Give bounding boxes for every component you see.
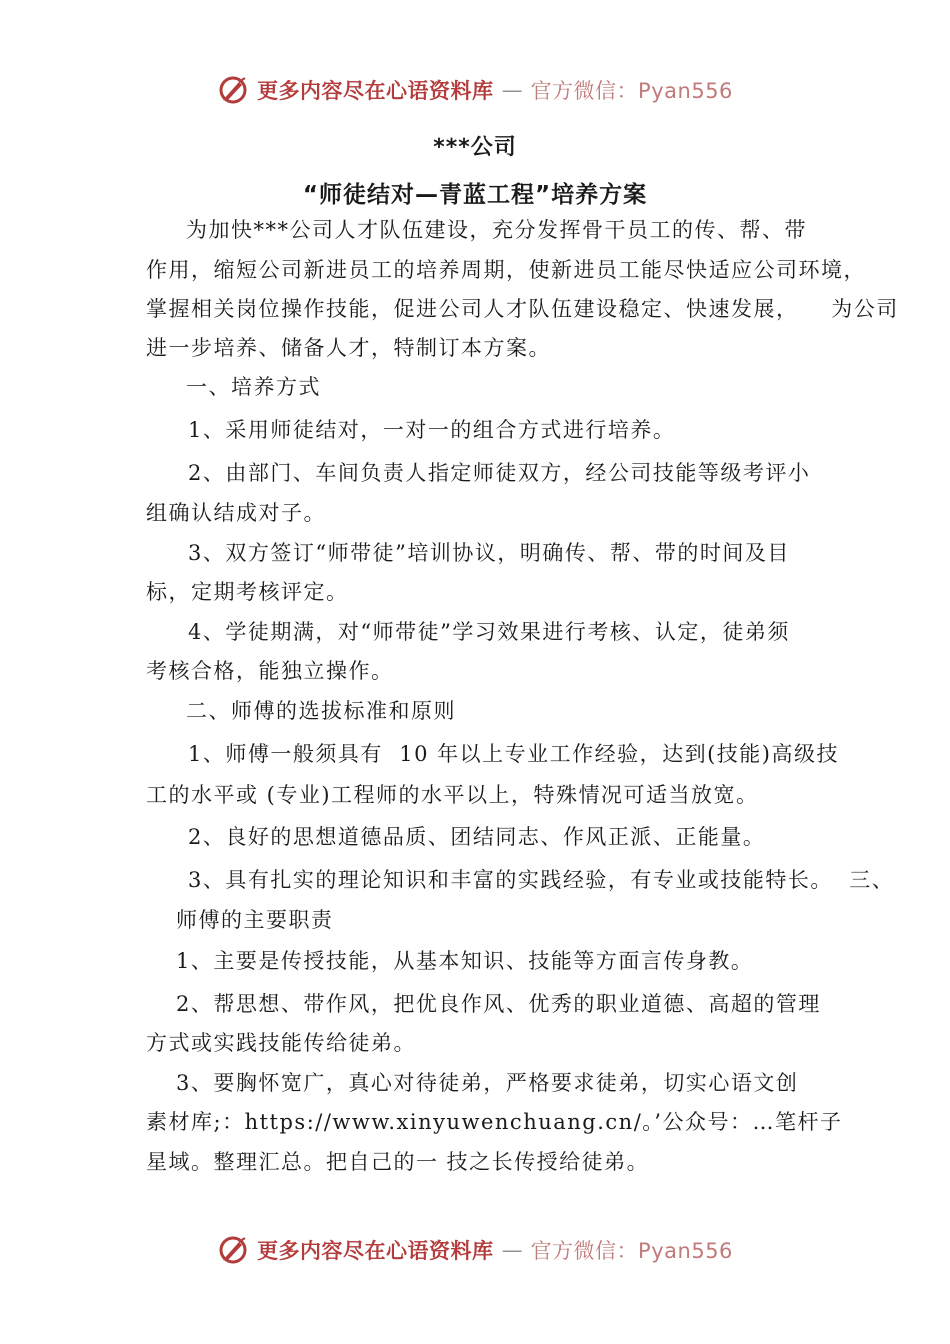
watermark-footer — [0, 1234, 950, 1266]
body-line: 方式或实践技能传给徒弟。 — [146, 1031, 416, 1055]
body-line: 考核合格，能独立操作。 — [146, 659, 394, 683]
body-line: 素材库;：https://www.xinyuwenchuang.cn/。’公众号：…笔杆子 — [146, 1110, 843, 1134]
body-line: 3、要胸怀宽广，真心对待徒弟，严格要求徒弟，切实心语文创 — [176, 1071, 799, 1095]
section-heading: 二、师傅的选拔标准和原则 — [186, 699, 456, 723]
watermark-header — [0, 74, 950, 106]
body-line: 组确认结成对子。 — [146, 501, 326, 525]
watermark-separator: — — [501, 1238, 523, 1262]
body-line: 4、学徒期满，对“师带徒”学习效果进行考核、认定，徒弟须 — [188, 620, 790, 644]
watermark-separator: — — [501, 78, 523, 102]
watermark-contact: 官方微信：Pyan556 — [530, 79, 733, 103]
body-line: 1、师傅一般须具有 10 年以上专业工作经验，达到(技能)高级技 — [188, 742, 839, 766]
body-line: 2、良好的思想道德品质、团结同志、作风正派、正能量。 — [188, 825, 766, 849]
body-line: 2、由部门、车间负责人指定师徒双方，经公司技能等级考评小 — [188, 461, 811, 485]
document-title: “师徒结对—青蓝工程”培养方案 — [302, 182, 648, 208]
quill-logo-icon — [217, 74, 249, 106]
section-heading: 师傅的主要职责 — [176, 908, 334, 932]
quill-logo-icon — [217, 1234, 249, 1266]
watermark-brand: 更多内容尽在心语资料库 — [257, 1238, 494, 1263]
body-line: 标，定期考核评定。 — [146, 580, 349, 604]
watermark-contact: 官方微信：Pyan556 — [530, 1239, 733, 1263]
body-line: 工的水平或 (专业)工程师的水平以上，特殊情况可适当放宽。 — [146, 783, 759, 807]
body-line: 3、双方签订“师带徒”培训协议，明确传、帮、带的时间及目 — [188, 541, 790, 565]
body-line: 星域。整理汇总。把自己的一 技之长传授给徒弟。 — [146, 1150, 650, 1174]
watermark-brand: 更多内容尽在心语资料库 — [257, 78, 494, 103]
body-line: 1、采用师徒结对，一对一的组合方式进行培养。 — [188, 418, 676, 442]
body-line: 进一步培养、储备人才，特制订本方案。 — [146, 336, 551, 360]
body-line: 为加快***公司人才队伍建设，充分发挥骨干员工的传、帮、带 — [186, 218, 807, 242]
company-name: ***公司 — [433, 135, 517, 160]
body-line: 1、主要是传授技能，从基本知识、技能等方面言传身教。 — [176, 949, 754, 973]
body-line: 3、具有扎实的理论知识和丰富的实践经验，有专业或技能特长。 三、 — [188, 868, 895, 892]
body-line: 2、帮思想、带作风，把优良作风、优秀的职业道德、高超的管理 — [176, 992, 821, 1016]
section-heading: 一、培养方式 — [186, 375, 321, 399]
body-line: 掌握相关岗位操作技能，促进公司人才队伍建设稳定、快速发展， 为公司 — [146, 297, 899, 321]
body-line: 作用，缩短公司新进员工的培养周期，使新进员工能尽快适应公司环境， — [146, 258, 866, 282]
